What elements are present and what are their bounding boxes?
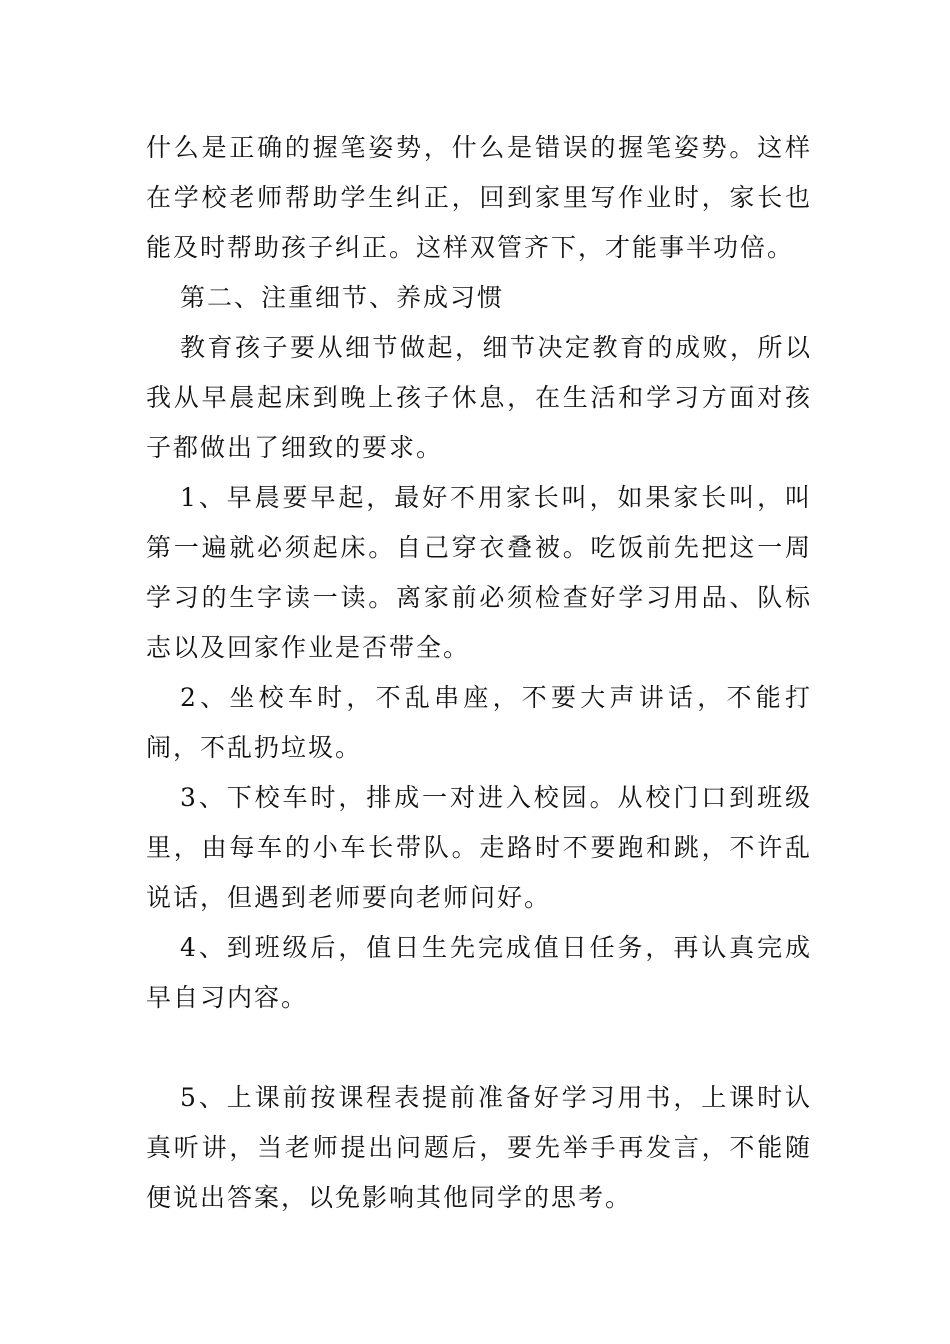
document-body bbox=[146, 123, 812, 1223]
section-heading: 第二、注重细节、养成习惯 bbox=[180, 283, 505, 312]
list-item-2: 2、坐校车时，不乱串座，不要大声讲话，不能打闹，不乱扔垃圾。 bbox=[146, 683, 812, 762]
paragraph-continuation: 什么是正确的握笔姿势，什么是错误的握笔姿势。这样在学校老师帮助学生纠正，回到家里写作业时，家长也能及时帮助孩子纠正。这样双管齐下，才能事半功倍。 bbox=[146, 133, 812, 262]
list-item-5: 5、上课前按课程表提前准备好学习用书，上课时认真听讲，当老师提出问题后，要先举手再发言，不能随便说出答案，以免影响其他同学的思考。 bbox=[146, 1083, 812, 1212]
list-item-4: 4、到班级后，值日生先完成值日任务，再认真完成早自习内容。 bbox=[146, 933, 812, 1012]
list-item-3: 3、下校车时，排成一对进入校园。从校门口到班级里，由每车的小车长带队。走路时不要跑和跳，不许乱说话，但遇到老师要向老师问好。 bbox=[146, 783, 812, 912]
paragraph-intro: 教育孩子要从细节做起，细节决定教育的成败，所以我从早晨起床到晚上孩子休息，在生活和学习方面对孩子都做出了细致的要求。 bbox=[146, 333, 812, 462]
paragraph-gap bbox=[146, 1023, 812, 1073]
list-item-1: 1、早晨要早起，最好不用家长叫，如果家长叫，叫第一遍就必须起床。自己穿衣叠被。吃饭前先把这一周学习的生字读一读。离家前必须检查好学习用品、队标志以及回家作业是否带全。 bbox=[146, 483, 812, 662]
